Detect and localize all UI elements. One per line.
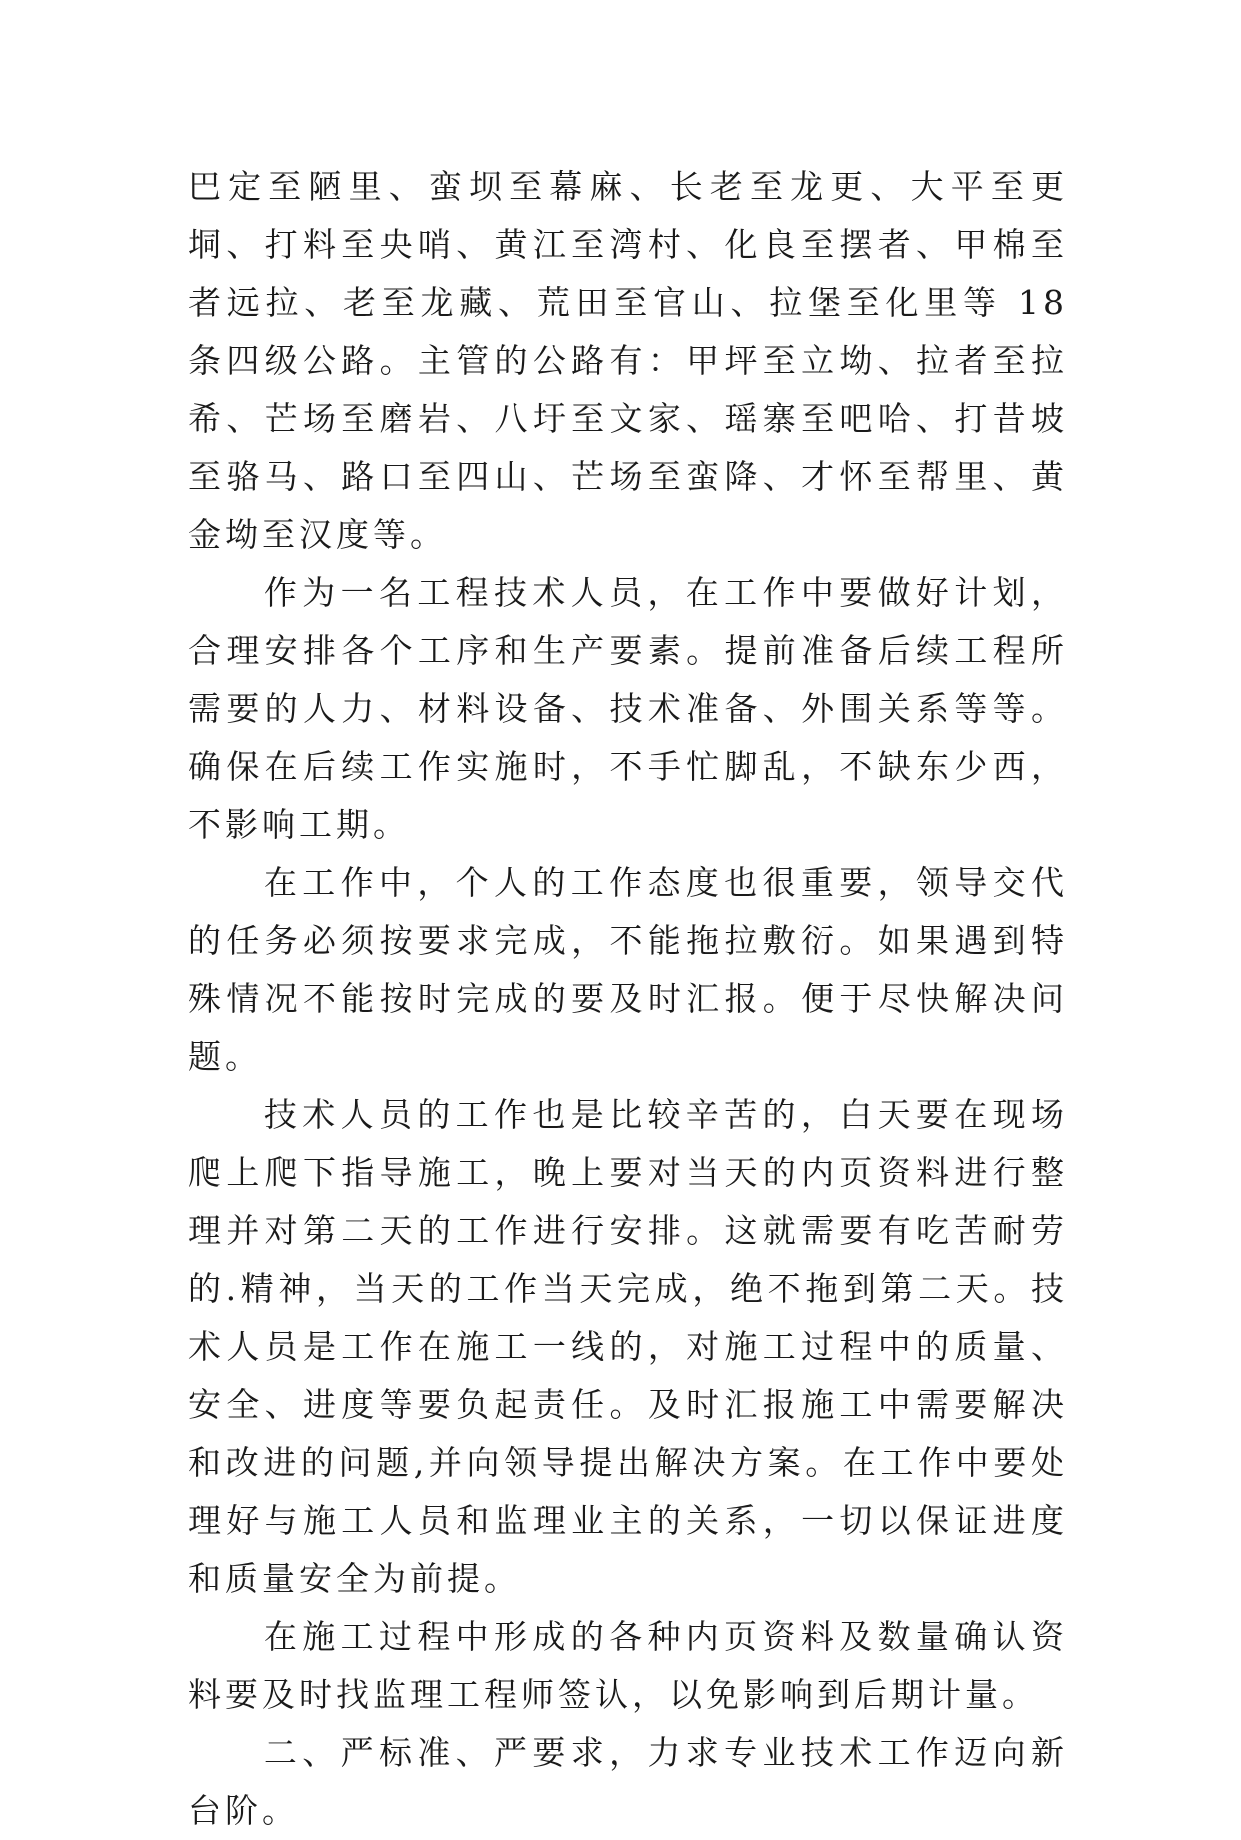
paragraph-technical-work: 技术人员的工作也是比较辛苦的，白天要在现场爬上爬下指导施工，晚上要对当天的内页资料进行整理并对第二天的工作进行安排。这就需要有吃苦耐劳的.精神，当天的工作当天完成，绝不拖到第二天。技术人员是工作在施工一线的，对施工过程中的质量、安全、进度等要负起责任。及时汇报施工中需要解决和改进的问题,并向领导提出解决方案。在工作中要处理好与施工人员和监理业主的关系，一切以保证进度和质量安全为前提。 xyxy=(188,1095,1068,1598)
paragraph-documentation: 在施工过程中形成的各种内页资料及数量确认资料要及时找监理工程师签认，以免影响到后期计量。 xyxy=(188,1617,1068,1714)
paragraph-road-list: 巴定至陋里、蛮坝至幕麻、长老至龙更、大平至更垌、打料至央哨、黄江至湾村、化良至摆者、甲棉至者远拉、老至龙藏、荒田至官山、拉堡至化里等 18 条四级公路。主管的公路有：甲坪至立坳、拉者至拉希、芒场至磨岩、八圩至文家、瑶寨至吧哈、打昔坡至骆马、路口至四山、芒场至蛮降、才怀至帮里、黄金坳至汉度等。 xyxy=(188,167,1068,554)
paragraph-section-heading: 二、严标准、严要求，力求专业技术工作迈向新台阶。 xyxy=(188,1733,1068,1830)
document-body xyxy=(188,158,1068,1840)
paragraph-work-attitude: 在工作中，个人的工作态度也很重要，领导交代的任务必须按要求完成，不能拖拉敷衍。如果遇到特殊情况不能按时完成的要及时汇报。便于尽快解决问题。 xyxy=(188,863,1068,1076)
paragraph-planning: 作为一名工程技术人员，在工作中要做好计划，合理安排各个工序和生产要素。提前准备后续工程所需要的人力、材料设备、技术准备、外围关系等等。确保在后续工作实施时，不手忙脚乱，不缺东少西，不影响工期。 xyxy=(188,573,1068,844)
